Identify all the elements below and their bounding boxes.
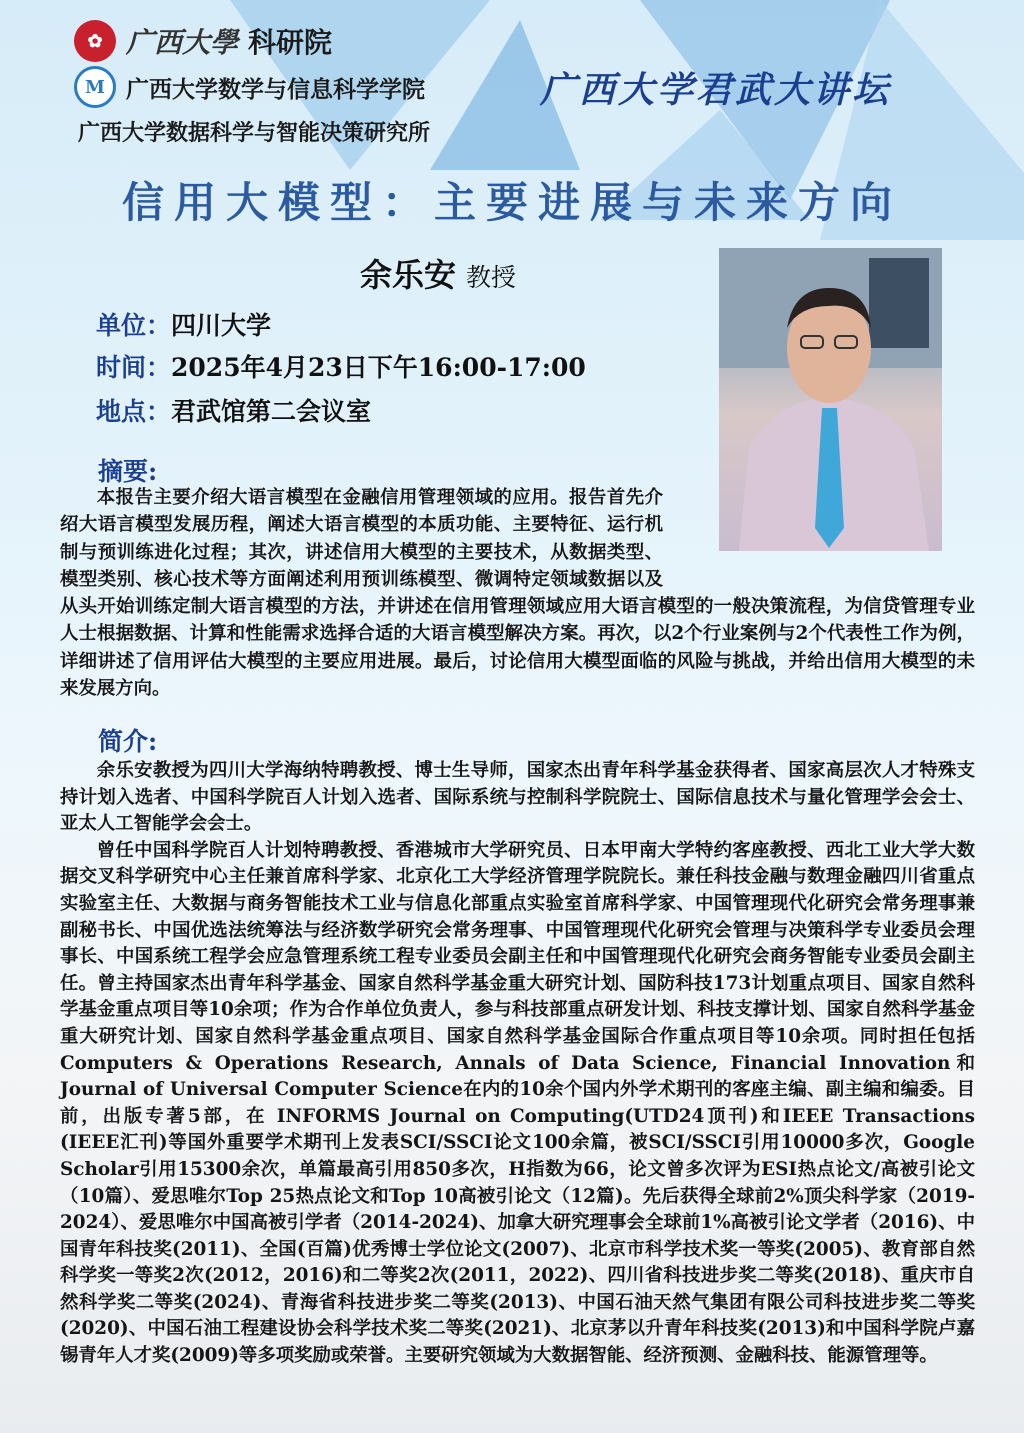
bio-heading: 简介: bbox=[98, 727, 158, 756]
bio-paragraph: 余乐安教授为四川大学海纳特聘教授、博士生导师，国家杰出青年科学基金获得者、国家高层次人才特殊支持计划入选者、中国科学院百人计划入选者、国际系统与控制科学院院士、国际信息技术与量化管理学会会士、亚太人工智能学会会士。 bbox=[60, 760, 975, 835]
gxu-calligraphy: 广西大學 bbox=[126, 26, 239, 59]
lecture-title: 信用大模型：主要进展与未来方向 bbox=[121, 178, 902, 227]
bio-body bbox=[60, 758, 975, 1370]
bio-paragraph: 曾任中国科学院百人计划特聘教授、香港城市大学研究员、日本甲南大学特约客座教授、西北工业大学大数据交叉科学研究中心主任兼首席科学家、北京化工大学经济管理学院院长。兼任科技金融与数理金融四川省重点实验室主任、大数据与商务智能技术工业与信息化部重点实验室首席科学家、中国管理现代化研究会常务理事兼副秘书长、中国优选法统筹法与经济数学研究会常务理事、中国管理现代化研究会管理与决策科学专业委员会理事长、中国系统工程学会应急管理系统工程专业委员会副主任和中国管理现代化研究会商务智能专业委员会副主任。曾主持国家杰出青年科学基金、国家自然科学基金重大研究计划、国防科技173计划重点项目、国家自然科学基金重点项目等10余项；作为合作单位负责人，参与科技部重点研发计划、科技支撑计划、国家自然科学基金重大研究计划、国家自然科学基金重点项目、国家自然科学基金国际合作重点项目等10余项。同时担任包括Computers & Operations Research, Annals of Data Science, Financial Innovation和Journal of Universal Computer Science在内的10余个国内外学术期刊的客座主编、副主编和编委。目前，出版专著5部，在 INFORMS Journal on Computing(UTD24顶刊)和IEEE Transactions (IEEE汇刊)等国外重要学术期刊上发表SCI/SSCI论文100余篇，被SCI/SSCI引用10000多次，Google Scholar引用15300余次，单篇最高引用850多次，H指数为66，论文曾多次评为ESI热点论文/高被引论文（10篇）、爱思唯尔Top 25热点论文和Top 10高被引论文（12篇)。先后获得全球前2%顶尖科学家（2019-2024）、爱思唯尔中国高被引学者（2014-2024)、加拿大研究理事会全球前1%高被引论文学者（2016)、中国青年科技奖(2011)、全国(百篇)优秀博士学位论文(2007)、北京市科学技术奖一等奖(2005)、教育部自然科学奖一等奖2次(2012，2016)和二等奖2次(2011，2022)、四川省科技进步奖二等奖(2018)、重庆市自然科学奖二等奖(2024)、青海省科技进步奖二等奖(2013)、中国石油天然气集团有限公司科技进步奖二等奖(2020)、中国石油工程建设协会科学技术奖二等奖(2021)、北京茅以升青年科技奖(2013)和中国科学院卢嘉锡青年人才奖(2009)等多项奖励或荣誉。主要研究领域为大数据智能、经济预测、金融科技、能源管理等。 bbox=[60, 839, 976, 1367]
gxu-logo-icon: ✿ bbox=[74, 20, 116, 62]
info-location bbox=[96, 392, 371, 428]
abstract-body bbox=[60, 484, 975, 702]
info-unit bbox=[96, 306, 271, 342]
institute-name: 广西大学数据科学与智能决策研究所 bbox=[78, 120, 431, 146]
unit-value: 四川大学 bbox=[171, 311, 272, 340]
location-value: 君武馆第二会议室 bbox=[171, 397, 372, 426]
unit-label: 单位： bbox=[96, 311, 172, 340]
info-time bbox=[96, 348, 586, 384]
time-value: 2025年4月23日下午16:00-17:00 bbox=[171, 353, 586, 382]
math-college-header bbox=[74, 66, 425, 108]
abstract-heading: 摘要: bbox=[98, 457, 158, 486]
time-label: 时间： bbox=[96, 353, 172, 382]
speaker-name: 余乐安 bbox=[360, 256, 457, 294]
forum-title: 广西大学君武大讲坛 bbox=[540, 69, 892, 111]
speaker bbox=[360, 250, 516, 296]
speaker-title: 教授 bbox=[466, 263, 517, 292]
math-college-name: 广西大学数学与信息科学学院 bbox=[126, 75, 425, 103]
math-college-logo-icon: M bbox=[74, 66, 116, 108]
location-label: 地点： bbox=[96, 397, 172, 426]
research-office-name: 科研院 bbox=[248, 26, 333, 59]
abstract-text: 本报告主要介绍大语言模型在金融信用管理领域的应用。报告首先介绍大语言模型发展历程，阐述大语言模型的本质功能、主要特征、运行机制与预训练进化过程；其次，讲述信用大模型的主要技术，从数据类型、模型类别、核心技术等方面阐述利用预训练模型、微调特定领域数据以及从头开始训练定制大语言模型的方法，并讲述在信用管理领域应用大语言模型的一般决策流程，为信贷管理专业人士根据数据、计算和性能需求选择合适的大语言模型解决方案。再次，以2个行业案例与2个代表性工作为例，详细讲述了信用评估大模型的主要应用进展。最后，讨论信用大模型面临的风险与挑战，并给出信用大模型的未来发展方向。 bbox=[60, 487, 975, 700]
gxu-research-header bbox=[74, 20, 332, 62]
